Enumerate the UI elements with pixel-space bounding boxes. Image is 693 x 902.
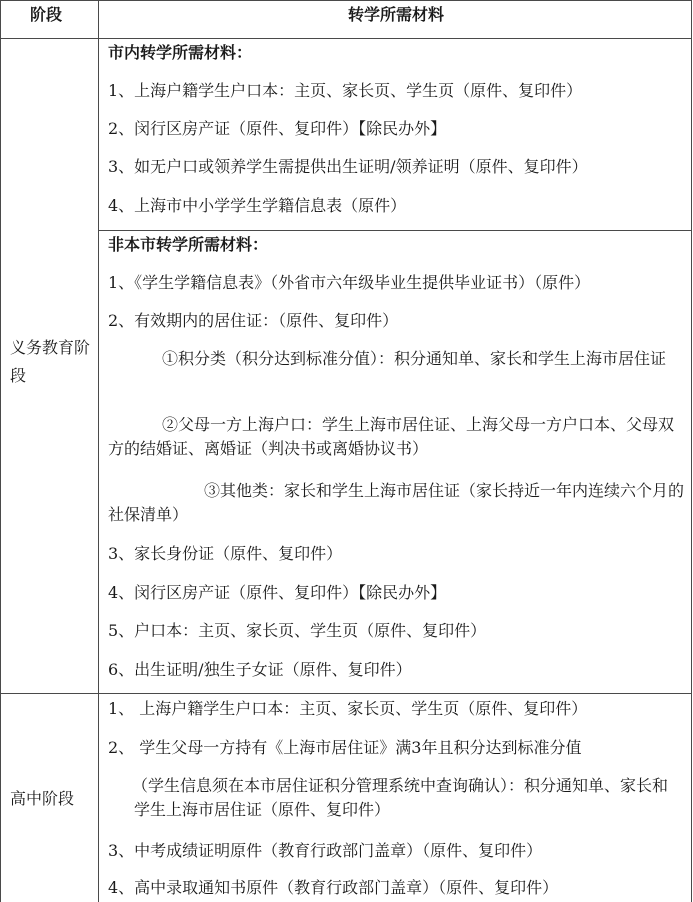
list-item: ③其他类：家长和学生上海市居住证（家长持近一年内连续六个月的社保清单） xyxy=(108,481,685,524)
header-stage: 阶段 xyxy=(30,5,63,24)
list-item: 4、闵行区房产证（原件、复印件）【除民办外】 xyxy=(108,583,447,602)
list-item: （学生信息须在本市居住证积分管理系统中查询确认）：积分通知单、家长和学生上海市居住证（原件、复印件） xyxy=(132,776,669,819)
list-item: ②父母一方上海户口：学生上海市居住证、上海父母一方户口本、父母双方的结婚证、离婚证（判决书或离婚协议书） xyxy=(108,415,675,458)
list-item: 3、中考成绩证明原件（教育行政部门盖章）（原件、复印件） xyxy=(108,841,543,860)
non-shanghai-transfer-title: 非本市转学所需材料： xyxy=(108,235,269,254)
list-item: 5、户口本：主页、家长页、学生页（原件、复印件） xyxy=(108,621,487,640)
table-border-left xyxy=(0,0,1,902)
list-item: 2、闵行区房产证（原件、复印件）【除民办外】 xyxy=(108,119,447,138)
list-item: 1、 上海户籍学生户口本：主页、家长页、学生页（原件、复印件） xyxy=(108,699,588,718)
list-item: 2、 学生父母一方持有《上海市居住证》满3年且积分达到标准分值 xyxy=(108,738,582,757)
stage-divider xyxy=(0,693,692,694)
section-divider xyxy=(98,230,692,231)
list-item: 2、有效期内的居住证：（原件、复印件） xyxy=(108,311,399,330)
stage-compulsory: 义务教育阶段 xyxy=(10,338,91,385)
list-item: 1、《学生学籍信息表》（外省市六年级毕业生提供毕业证书）（原件） xyxy=(108,273,591,292)
list-item: 3、家长身份证（原件、复印件） xyxy=(108,544,343,563)
table-border-right xyxy=(691,0,692,902)
list-item: 4、上海市中小学学生学籍信息表（原件） xyxy=(108,196,407,215)
list-item: 6、出生证明/独生子女证（原件、复印件） xyxy=(108,660,412,679)
column-divider xyxy=(98,0,99,902)
header-materials: 转学所需材料 xyxy=(348,5,445,24)
list-item: ①积分类（积分达到标准分值）：积分通知单、家长和学生上海市居住证 xyxy=(162,349,667,368)
shanghai-transfer-title: 市内转学所需材料： xyxy=(108,43,253,62)
list-item: 1、上海户籍学生户口本：主页、家长页、学生页（原件、复印件） xyxy=(108,81,583,100)
stage-high-school: 高中阶段 xyxy=(10,789,75,808)
table-border-top xyxy=(0,0,692,1)
list-item: 4、高中录取通知书原件（教育行政部门盖章）（原件、复印件） xyxy=(108,878,559,897)
list-item: 3、如无户口或领养学生需提供出生证明/领养证明（原件、复印件） xyxy=(108,157,588,176)
header-divider xyxy=(0,38,692,39)
